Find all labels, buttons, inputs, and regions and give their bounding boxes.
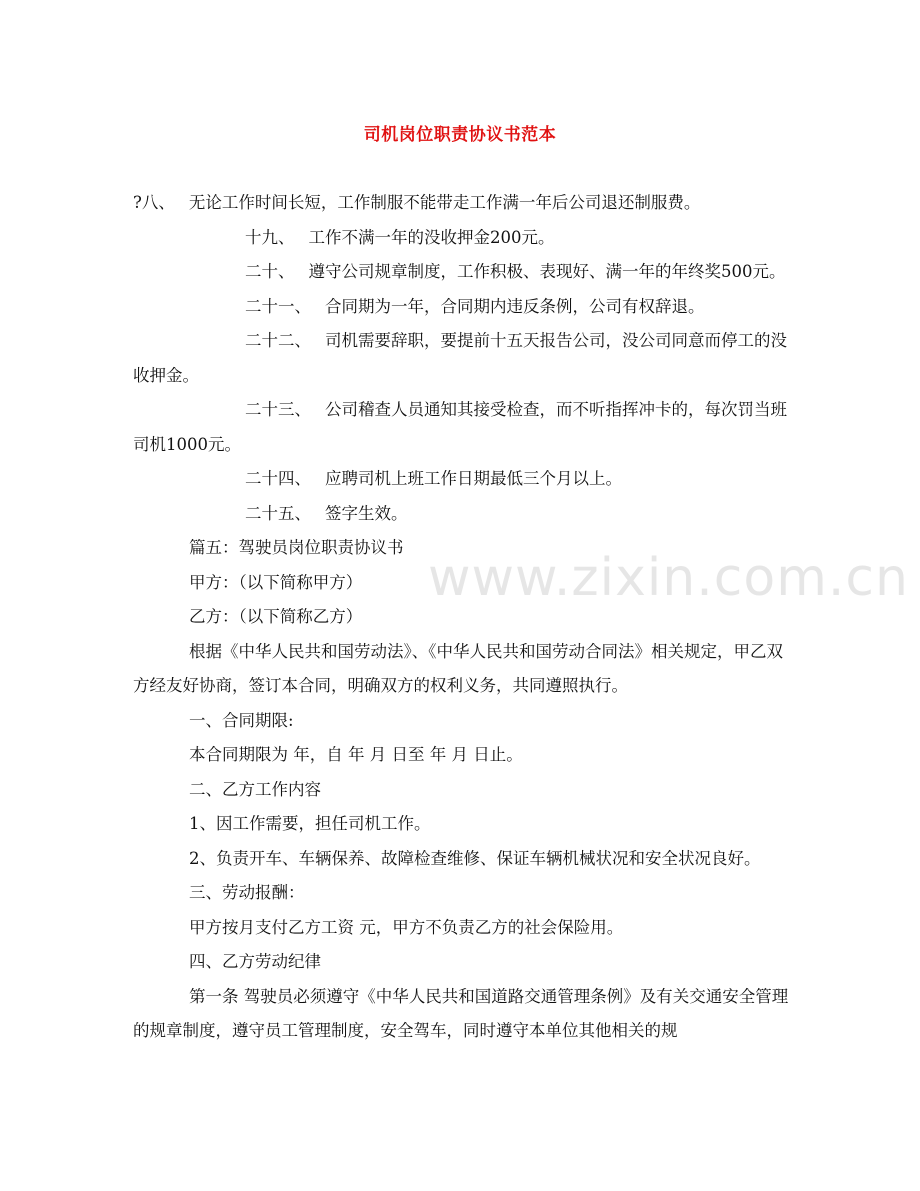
preamble-paragraph: 根据《中华人民共和国劳动法》、《中华人民共和国劳动合同法》相关规定，甲乙双方经友好协商，签订本合同，明确双方的权利义务，共同遵照执行。 [133, 641, 783, 695]
party-b-line: 乙方：（以下简称乙方） [189, 607, 363, 626]
paragraph-text: 工作不满一年的没收押金200元。 [308, 227, 555, 247]
paragraph-item-23 [133, 393, 793, 462]
item-number: ?八、 [133, 193, 175, 212]
paragraph-text: 司机需要辞职，要提前十五天报告公司，没公司同意而停工的没收押金。 [133, 331, 787, 385]
item-number: 二十二、 [245, 331, 311, 350]
paragraph-item-20 [133, 255, 793, 290]
party-a-line: 甲方：（以下简称甲方） [189, 572, 363, 592]
item-number: 二十一、 [245, 296, 311, 316]
document-body [133, 186, 793, 1049]
paragraph-item-24 [133, 462, 793, 497]
paragraph-text: 无论工作时间长短，工作制服不能带走工作满一年后公司退还制服费。 [188, 193, 701, 212]
document-title: 司机岗位职责协议书范本 [363, 125, 557, 145]
clause-text-discipline-1: 第一条 驾驶员必须遵守《中华人民共和国道路交通管理条例》及有关交通安全管理的规章制度，遵守员工管理制度，安全驾车，同时遵守本单位其他相关的规 [133, 986, 789, 1040]
paragraph-item-19 [133, 221, 793, 256]
clause-heading-discipline: 四、乙方劳动纪律 [189, 952, 321, 971]
paragraph-text: 应聘司机上班工作日期最低三个月以上。 [325, 469, 622, 488]
clause-text-work-1: 1、因工作需要，担任司机工作。 [189, 814, 431, 833]
watermark: www.zixin.com.cn [428, 548, 909, 608]
section-heading: 篇五：驾驶员岗位职责协议书 [189, 538, 404, 557]
item-number: 二十五、 [245, 503, 311, 523]
item-number: 二十四、 [245, 469, 311, 488]
clause-text-pay: 甲方按月支付乙方工资 元，甲方不负责乙方的社会保险用。 [189, 917, 624, 937]
clause-heading-term: 一、合同期限: [189, 710, 294, 730]
clause-heading-work: 二、乙方工作内容 [189, 779, 321, 799]
paragraph-text: 公司稽查人员通知其接受检查，而不听指挥冲卡的，每次罚当班司机1000元。 [133, 400, 787, 454]
clause-text-work-2: 2、负责开车、车辆保养、故障检查维修、保证车辆机械状况和安全状况良好。 [189, 848, 761, 868]
paragraph-item-18 [133, 186, 793, 221]
paragraph-text: 合同期为一年，合同期内违反条例，公司有权辞退。 [325, 296, 705, 316]
item-number: 十九、 [245, 227, 295, 247]
clause-text-term: 本合同期限为 年，自 年 月 日至 年 月 日止。 [189, 745, 523, 764]
paragraph-text: 签字生效。 [325, 503, 408, 523]
paragraph-item-21 [133, 290, 793, 325]
paragraph-text: 遵守公司规章制度，工作积极、表现好、满一年的年终奖500元。 [308, 262, 786, 281]
paragraph-item-25 [133, 497, 793, 532]
clause-heading-pay: 三、劳动报酬： [189, 883, 305, 902]
item-number: 二十三、 [245, 400, 311, 419]
paragraph-item-22 [133, 324, 793, 393]
item-number: 二十、 [245, 262, 295, 281]
